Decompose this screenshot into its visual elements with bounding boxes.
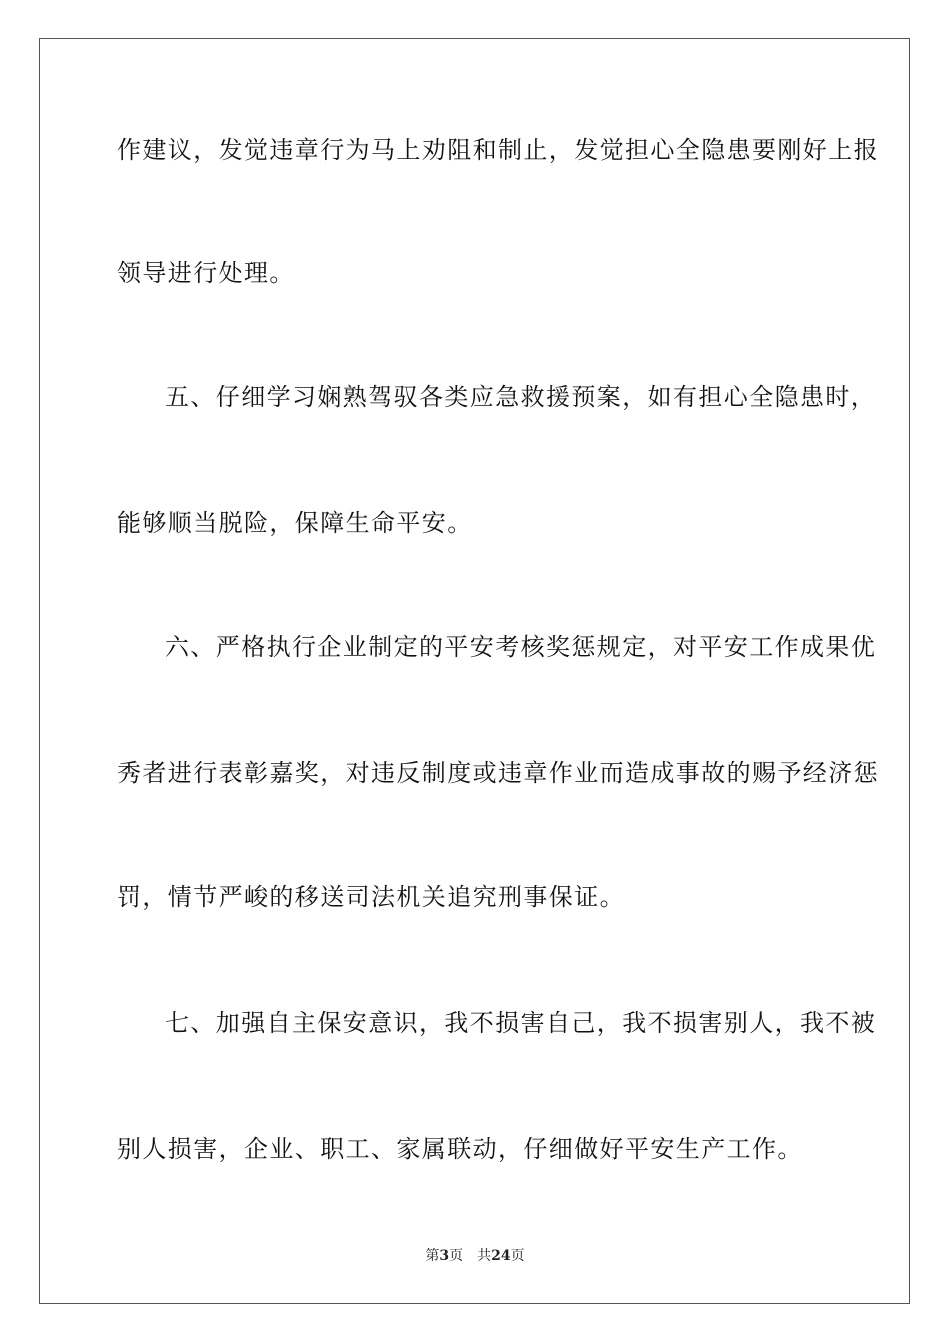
page-prefix: 第 [425,1248,440,1264]
page-number: 3 [439,1248,450,1264]
total-prefix: 共 [477,1248,492,1264]
body-line-6: 秀者进行表彰嘉奖，对违反制度或违章作业而造成事故的赐予经济惩 [117,759,879,787]
body-line-4: 能够顺当脱险，保障生命平安。 [117,509,473,537]
page-border [39,38,910,1304]
total-pages: 24 [491,1248,511,1264]
body-line-9: 别人损害，企业、职工、家属联动，仔细做好平安生产工作。 [117,1135,803,1163]
body-line-3: 五、仔细学习娴熟驾驭各类应急救援预案，如有担心全隐患时， [165,383,877,411]
page-suffix: 页 [449,1248,464,1264]
body-line-1: 作建议，发觉违章行为马上劝阻和制止，发觉担心全隐患要刚好上报 [117,136,879,164]
body-line-7: 罚，情节严峻的移送司法机关追究刑事保证。 [117,883,625,911]
body-line-2: 领导进行处理。 [117,259,295,287]
body-line-8: 七、加强自主保安意识，我不损害自己，我不损害别人，我不被 [165,1009,877,1037]
page-footer [0,1246,950,1266]
total-suffix: 页 [510,1248,525,1264]
body-line-5: 六、严格执行企业制定的平安考核奖惩规定，对平安工作成果优 [165,633,877,661]
